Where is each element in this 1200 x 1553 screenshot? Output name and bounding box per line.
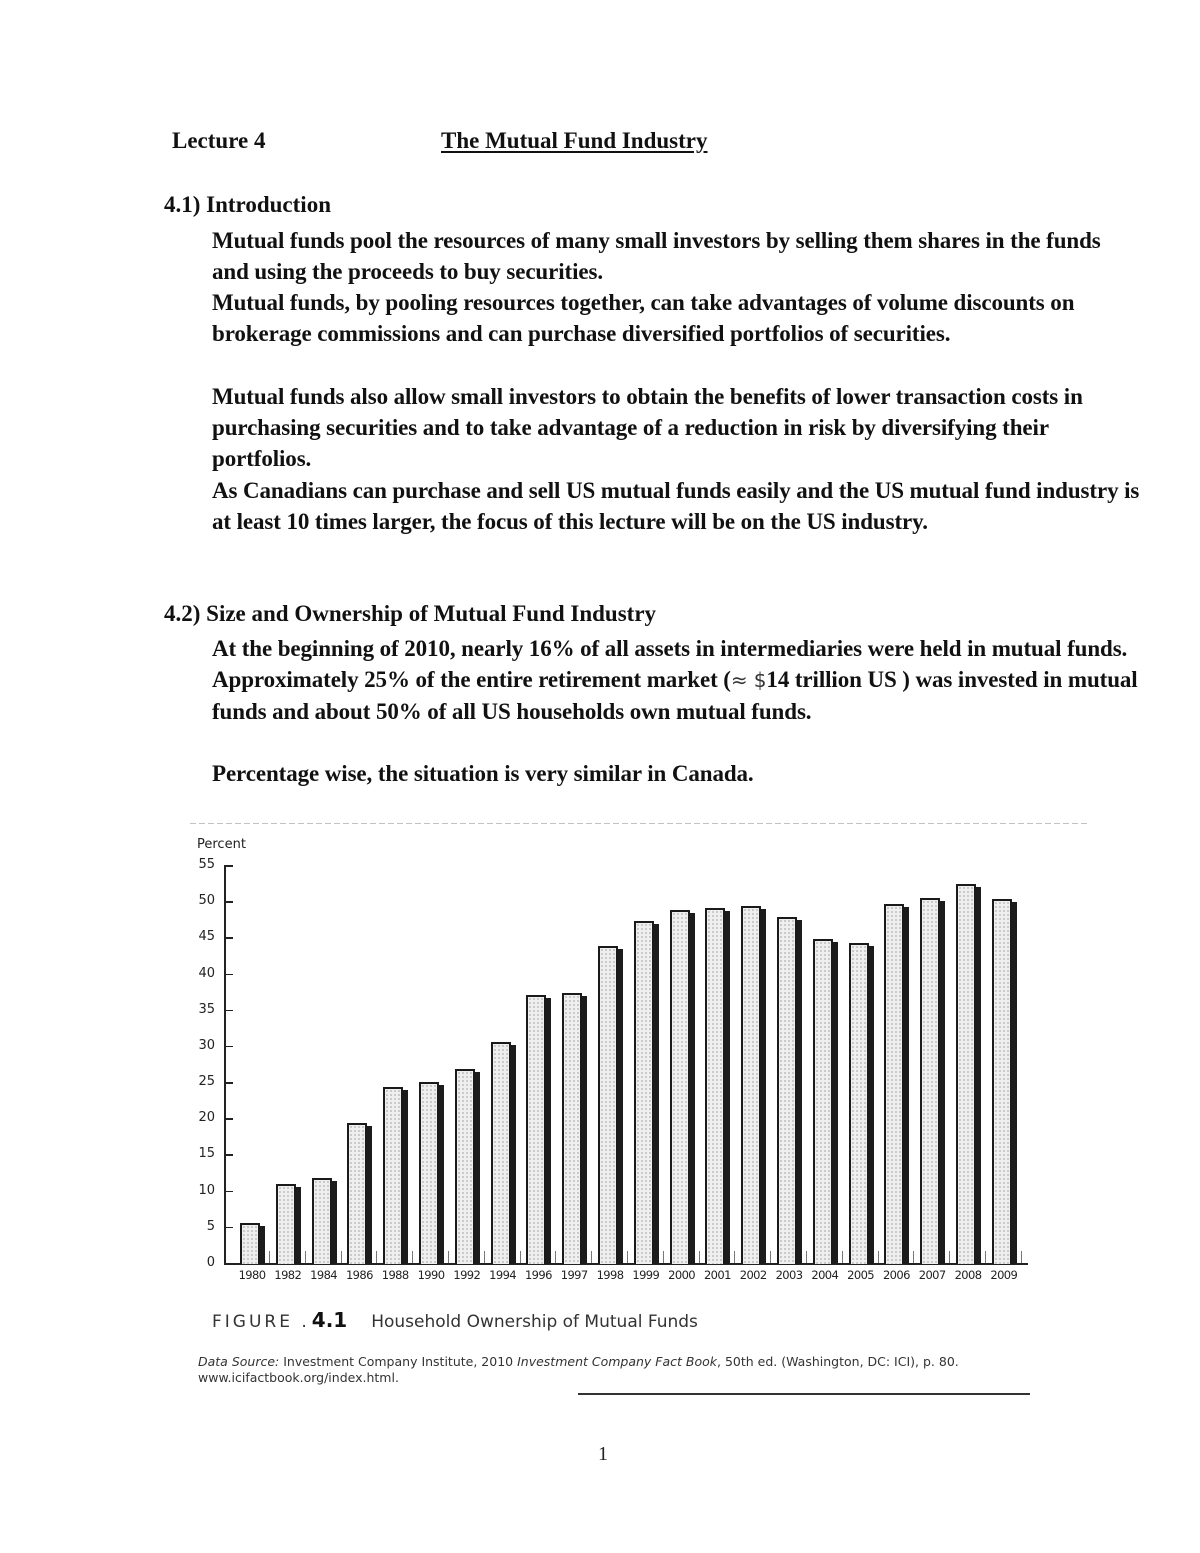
- handwritten-approx-annotation: ≈ $: [730, 668, 767, 693]
- bar-2004: [813, 939, 833, 1264]
- bar-1986: [347, 1123, 367, 1264]
- x-tick-mark: [448, 1251, 449, 1263]
- intro-paragraph-2: Mutual funds, by pooling resources together, can take advantages of volume discounts on brokerage commissions and can purchase diversified portfolios of securities.: [212, 290, 1075, 347]
- y-tick-mark: [224, 974, 233, 976]
- y-tick-label: 30: [198, 1037, 215, 1053]
- x-tick-label: 1996: [524, 1268, 552, 1282]
- source-book-title: Investment Company Fact Book: [517, 1354, 718, 1369]
- bar-2002: [741, 906, 761, 1264]
- page-number: 1: [598, 1443, 608, 1465]
- source-url: www.icifactbook.org/index.html.: [198, 1370, 399, 1385]
- intro-paragraph-4: As Canadians can purchase and sell US mutual funds easily and the US mutual fund industry is at least 10 times larger, the focus of this lecture will be on the US industry.: [212, 478, 1140, 535]
- y-tick-label: 25: [198, 1074, 215, 1090]
- y-tick-label: 35: [198, 1001, 215, 1017]
- x-tick-mark: [770, 1251, 771, 1263]
- source-text-2: , 50th ed. (Washington, DC: ICI), p. 80.: [717, 1354, 959, 1369]
- x-tick-label: 2006: [882, 1268, 910, 1282]
- x-tick-mark: [985, 1251, 986, 1263]
- bar-1998: [598, 946, 618, 1264]
- y-tick-mark: [224, 1154, 233, 1156]
- bar-2000: [670, 910, 690, 1264]
- bar-1988: [383, 1087, 403, 1264]
- y-axis-title: Percent: [197, 837, 246, 852]
- y-tick-mark: [224, 1263, 233, 1265]
- figure-number: 4.1: [311, 1308, 348, 1332]
- y-axis-line: [224, 866, 226, 1264]
- x-tick-mark: [376, 1251, 377, 1263]
- x-tick-label: 2002: [739, 1268, 767, 1282]
- figure-bottom-divider: [578, 1393, 1030, 1395]
- y-tick-label: 45: [198, 929, 215, 945]
- x-tick-mark: [806, 1251, 807, 1263]
- bar-2003: [777, 917, 797, 1264]
- y-tick-label: 10: [198, 1182, 215, 1198]
- document-title: The Mutual Fund Industry: [441, 128, 708, 153]
- bar-2001: [705, 908, 725, 1264]
- x-tick-label: 2003: [775, 1268, 803, 1282]
- y-tick-mark: [224, 1227, 233, 1229]
- y-tick-label: 15: [198, 1146, 215, 1162]
- y-tick-label: 5: [206, 1218, 215, 1234]
- x-tick-mark: [555, 1251, 556, 1263]
- bar-2008: [956, 884, 976, 1264]
- x-tick-label: 1984: [310, 1268, 338, 1282]
- x-tick-mark: [663, 1251, 664, 1263]
- size-paragraph-1-text-b: 14 trillion US ) was invested in mutual funds and about 50% of all US households own mutual funds.: [212, 667, 1138, 725]
- x-tick-mark: [305, 1251, 306, 1263]
- x-tick-mark: [878, 1251, 879, 1263]
- bar-1984: [312, 1178, 332, 1264]
- x-tick-mark: [734, 1251, 735, 1263]
- bar-1992: [455, 1069, 475, 1264]
- figure-source-note: [198, 1354, 959, 1386]
- y-tick-label: 55: [198, 857, 215, 872]
- y-tick-label: 20: [198, 1110, 215, 1126]
- x-tick-mark: [949, 1251, 950, 1263]
- x-tick-mark: [412, 1251, 413, 1263]
- section-heading-introduction: 4.1) Introduction: [164, 192, 331, 217]
- x-tick-mark: [520, 1251, 521, 1263]
- y-tick-mark: [224, 1046, 233, 1048]
- y-tick-mark: [224, 1118, 233, 1120]
- x-tick-label: 1986: [345, 1268, 373, 1282]
- x-tick-mark: [1021, 1251, 1022, 1263]
- x-tick-mark: [699, 1251, 700, 1263]
- y-tick-mark: [224, 901, 233, 903]
- bar-1999: [634, 921, 654, 1264]
- x-tick-mark: [591, 1251, 592, 1263]
- x-tick-label: 2005: [847, 1268, 875, 1282]
- x-tick-label: 2000: [668, 1268, 696, 1282]
- x-tick-label: 1982: [274, 1268, 302, 1282]
- figure-top-divider: [190, 823, 1090, 824]
- size-paragraph-1-text-a: At the beginning of 2010, nearly 16% of all assets in intermediaries were held in mutual funds. Approximately 25% of the entire retirement market (: [212, 636, 1128, 693]
- x-tick-mark: [913, 1251, 914, 1263]
- y-tick-label: 50: [198, 893, 215, 909]
- bar-2005: [849, 943, 869, 1264]
- x-tick-label: 1999: [632, 1268, 660, 1282]
- bar-1994: [491, 1042, 511, 1264]
- x-tick-mark: [484, 1251, 485, 1263]
- x-tick-mark: [341, 1251, 342, 1263]
- source-text-1: Investment Company Institute, 2010: [279, 1354, 518, 1369]
- bar-2007: [920, 898, 940, 1264]
- x-tick-label: 2007: [918, 1268, 946, 1282]
- figure-caption: [212, 1308, 698, 1332]
- x-tick-label: 1998: [596, 1268, 624, 1282]
- bar-1997: [562, 993, 582, 1264]
- size-paragraph-1: [212, 633, 1142, 728]
- y-tick-mark: [224, 1191, 233, 1193]
- x-tick-label: 2001: [703, 1268, 731, 1282]
- bar-1980: [240, 1223, 260, 1264]
- section-heading-size-ownership: 4.2) Size and Ownership of Mutual Fund Industry: [164, 601, 657, 626]
- lecture-label: Lecture 4: [172, 128, 266, 153]
- figure-label: FIGURE .: [212, 1312, 310, 1332]
- y-tick-mark: [224, 1010, 233, 1012]
- source-prefix: Data Source:: [198, 1354, 280, 1369]
- y-tick-label: 40: [198, 965, 215, 981]
- bar-1996: [526, 995, 546, 1264]
- x-tick-mark: [269, 1251, 270, 1263]
- x-tick-label: 2009: [990, 1268, 1018, 1282]
- intro-paragraph-1: Mutual funds pool the resources of many small investors by selling them shares in the funds and using the proceeds to buy securities.: [212, 228, 1101, 285]
- x-tick-label: 1990: [417, 1268, 445, 1282]
- intro-paragraph-3: Mutual funds also allow small investors to obtain the benefits of lower transaction costs in purchasing securities and to take advantage of a reduction in risk by diversifying their portfolios.: [212, 384, 1083, 472]
- x-tick-mark: [627, 1251, 628, 1263]
- y-tick-mark: [224, 937, 233, 939]
- x-tick-label: 1980: [238, 1268, 266, 1282]
- y-tick-mark: [224, 865, 233, 867]
- y-tick-label: 0: [206, 1255, 215, 1270]
- size-paragraph-2: Percentage wise, the situation is very similar in Canada.: [212, 761, 754, 786]
- x-tick-label: 1988: [381, 1268, 409, 1282]
- bar-1982: [276, 1184, 296, 1264]
- bar-2006: [884, 904, 904, 1264]
- bar-2009: [992, 899, 1012, 1264]
- x-tick-label: 1992: [453, 1268, 481, 1282]
- figure-title: Household Ownership of Mutual Funds: [371, 1312, 698, 1332]
- x-tick-label: 2008: [954, 1268, 982, 1282]
- x-tick-mark: [842, 1251, 843, 1263]
- x-tick-label: 1997: [560, 1268, 588, 1282]
- y-tick-mark: [224, 1082, 233, 1084]
- x-tick-label: 1994: [489, 1268, 517, 1282]
- bar-1990: [419, 1082, 439, 1264]
- x-tick-label: 2004: [811, 1268, 839, 1282]
